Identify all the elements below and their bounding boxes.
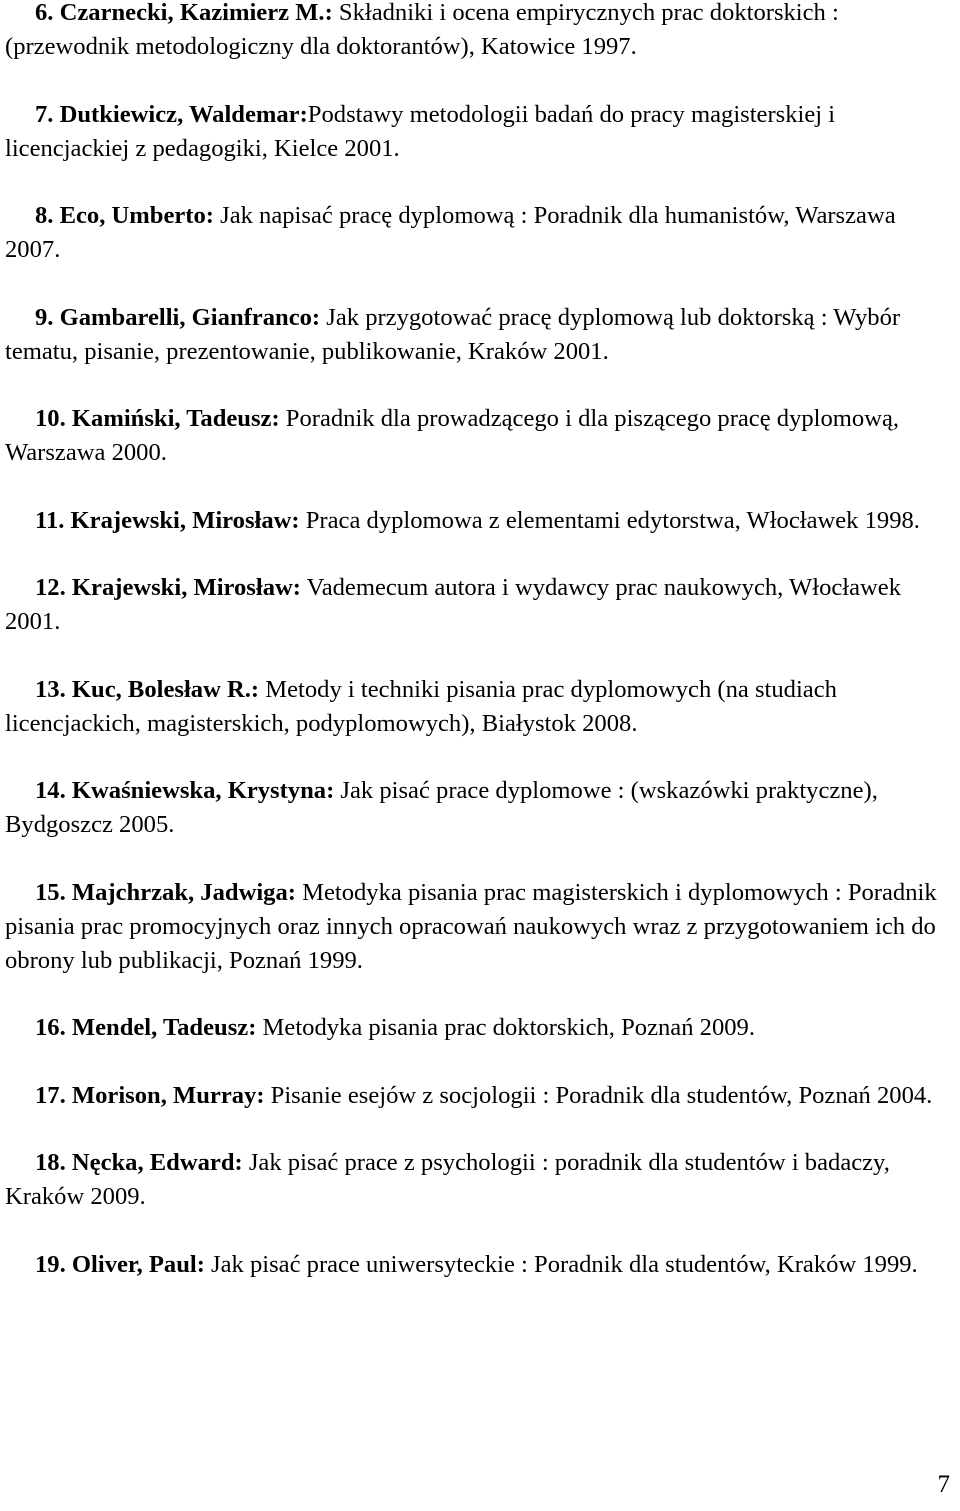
bibliography-entry (5, 1248, 955, 1282)
bibliography-entry (5, 774, 955, 842)
bibliography-entry (5, 301, 955, 369)
entry-author: Kamiński, Tadeusz: (71, 405, 280, 432)
bibliography-entry (5, 0, 955, 64)
entry-number: 9. (35, 303, 54, 331)
entry-title: Jak pisać prace z psychologii : poradnik dla studentów i badaczy, Kraków 2009. (5, 1149, 890, 1210)
entry-author: Majchrzak, Jadwiga: (71, 878, 296, 906)
entry-number: 10. (35, 405, 66, 432)
entry-title: Poradnik dla prowadzącego i dla piszącego pracę dyplomową, Warszawa 2000. (5, 405, 900, 466)
entry-title: Praca dyplomowa z elementami edytorstwa, Włocławek 1998. (299, 506, 920, 534)
entry-author: Kwaśniewska, Krystyna: (71, 777, 335, 804)
entry-number: 7. (35, 100, 54, 128)
entry-number: 11. (35, 506, 65, 534)
page-number: 7 (937, 1471, 950, 1498)
entry-number: 13. (35, 675, 66, 703)
entry-author: Kuc, Bolesław R.: (71, 675, 260, 703)
bibliography-entry (5, 199, 955, 267)
bibliography-entry (5, 1079, 955, 1113)
bibliography-entry (5, 876, 955, 978)
entry-title: Jak przygotować pracę dyplomową lub doktorską : Wybór tematu, pisanie, prezentowanie, publikowanie, Kraków 2001. (5, 303, 901, 365)
entry-number: 18. (35, 1149, 66, 1176)
entry-number: 15. (35, 878, 66, 906)
bibliography-list (5, 0, 955, 1315)
entry-number: 14. (35, 777, 66, 804)
entry-title: Metody i techniki pisania prac dyplomowych (na studiach licencjackich, magisterskich, podyplomowych), Białystok 2008. (5, 675, 837, 737)
entry-author: Dutkiewicz, Waldemar: (59, 100, 308, 128)
entry-title: Jak pisać prace dyplomowe : (wskazówki praktyczne), Bydgoszcz 2005. (5, 777, 878, 838)
entry-number: 6. (35, 0, 54, 26)
entry-author: Eco, Umberto: (59, 202, 214, 229)
entry-title: Vademecum autora i wydawcy prac naukowych, Włocławek 2001. (5, 574, 902, 635)
entry-author: Krajewski, Mirosław: (71, 574, 301, 601)
bibliography-entry (5, 571, 955, 639)
entry-title: Podstawy metodologii badań do pracy magisterskiej i licencjackiej z pedagogiki, Kielce 2001. (5, 100, 836, 162)
entry-author: Czarnecki, Kazimierz M.: (59, 0, 333, 26)
bibliography-entry (5, 1011, 955, 1045)
entry-author: Oliver, Paul: (71, 1250, 205, 1278)
bibliography-entry (5, 98, 955, 166)
entry-number: 17. (35, 1081, 66, 1109)
entry-number: 19. (35, 1250, 66, 1278)
entry-title: Metodyka pisania prac doktorskich, Poznań 2009. (256, 1014, 755, 1041)
bibliography-entry (5, 673, 955, 741)
entry-author: Gambarelli, Gianfranco: (59, 303, 321, 331)
entry-author: Krajewski, Mirosław: (70, 506, 300, 534)
bibliography-entry (5, 504, 955, 538)
entry-author: Nęcka, Edward: (71, 1149, 243, 1176)
entry-title: Metodyka pisania prac magisterskich i dyplomowych : Poradnik pisania prac promocyjnych oraz innych opracowań naukowych wraz z przygotowaniem ich do obrony lub publikacji, Poznań 1999. (5, 878, 937, 974)
entry-author: Morison, Murray: (71, 1081, 265, 1109)
entry-title: Składniki i ocena empirycznych prac doktorskich : (przewodnik metodologiczny dla doktorantów), Katowice 1997. (5, 0, 839, 60)
entry-number: 12. (35, 574, 66, 601)
entry-title: Jak pisać prace uniwersyteckie : Poradnik dla studentów, Kraków 1999. (204, 1250, 918, 1278)
bibliography-entry (5, 402, 955, 470)
entry-title: Pisanie esejów z socjologii : Poradnik dla studentów, Poznań 2004. (264, 1081, 933, 1109)
entry-number: 16. (35, 1014, 66, 1041)
entry-author: Mendel, Tadeusz: (71, 1014, 257, 1041)
entry-number: 8. (35, 202, 54, 229)
entry-title: Jak napisać pracę dyplomową : Poradnik dla humanistów, Warszawa 2007. (5, 202, 896, 263)
bibliography-entry (5, 1146, 955, 1214)
